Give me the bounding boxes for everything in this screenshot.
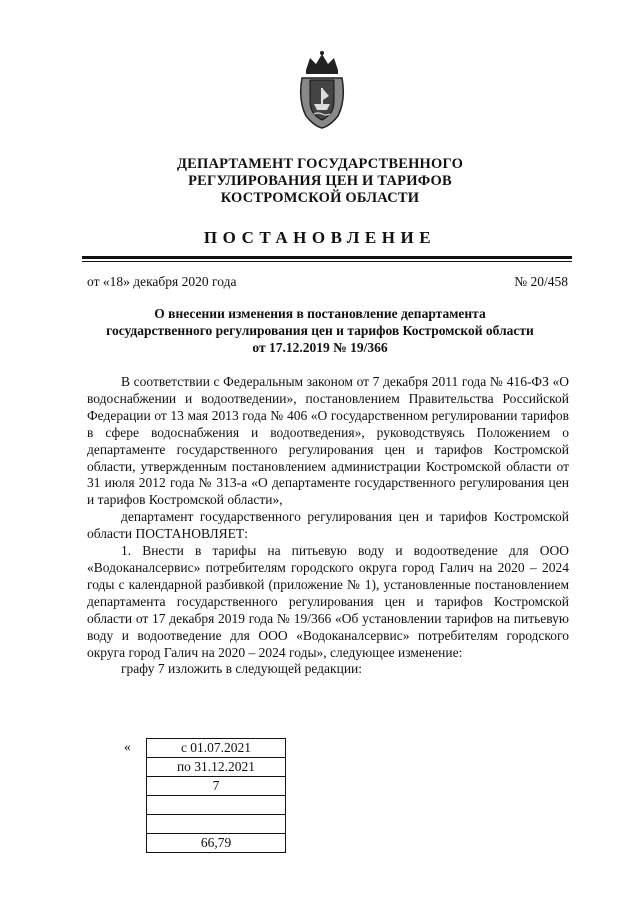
paragraph-preamble: В соответствии с Федеральным законом от 7 декабря 2011 года № 416-ФЗ «О водоснабжении и водоотведении», постановлением Правительства Российской Федерации от 13 мая 2013 года № 406 «О государственном регулировании тарифов в сфере водоснабжения и водоотведения», руководствуясь Положением о департаменте государственного регулирования цен и тарифов Костромской области, утвержденным постановлением администрации Костромской области от 31 июля 2012 года № 313-а «О департаменте государственного регулирования цен и тарифов Костромской области», <box>87 374 569 508</box>
open-quote: « <box>124 739 131 754</box>
table-column-number: 7 <box>147 777 286 796</box>
document-type-title: ПОСТАНОВЛЕНИЕ <box>203 228 437 247</box>
department-line: РЕГУЛИРОВАНИЯ ЦЕН И ТАРИФОВ <box>188 173 452 189</box>
table-header-from: с 01.07.2021 <box>147 739 286 758</box>
document-number: № 20/458 <box>514 274 568 289</box>
paragraph-item-1: 1. Внести в тарифы на питьевую воду и водоотведение для ООО «Водоканалсервис» потребителям городского округа город Галич на 2020 – 2024 годы с календарной разбивкой (приложение № 1), установленные постановлением департамента государственного регулирования цен и тарифов Костромской области от 17 декабря 2019 года № 19/366 «Об установлении тарифов на питьевую воду и водоотведение для ООО «Водоканалсервис» потребителям городского округа город Галич на 2020 – 2024 годы», следующее изменение: <box>87 543 569 660</box>
paragraph-instruction: графу 7 изложить в следующей редакции: <box>121 661 363 677</box>
header-rule-thick <box>82 256 572 259</box>
department-name <box>0 156 640 207</box>
department-line: ДЕПАРТАМЕНТ ГОСУДАРСТВЕННОГО <box>176 156 464 172</box>
department-line: КОСТРОМСКОЙ ОБЛАСТИ <box>220 190 420 206</box>
table-value-cell: 66,79 <box>147 834 286 853</box>
coat-of-arms-icon <box>296 50 348 130</box>
header-rule-thin <box>82 261 572 262</box>
paragraph-resolves: департамент государственного регулирования цен и тарифов Костромской области ПОСТАНОВЛЯЕТ: <box>87 509 569 542</box>
document-subject <box>0 305 640 356</box>
subject-line: государственного регулирования цен и тарифов Костромской области <box>106 323 534 338</box>
table-header-to: по 31.12.2021 <box>147 758 286 777</box>
tariff-table <box>146 738 286 853</box>
table-empty-row <box>147 815 286 834</box>
document-body <box>87 374 569 678</box>
subject-line: от 17.12.2019 № 19/366 <box>252 340 388 355</box>
table-empty-row <box>147 796 286 815</box>
subject-line: О внесении изменения в постановление департамента <box>154 306 486 321</box>
document-date: от «18» декабря 2020 года <box>87 274 237 289</box>
